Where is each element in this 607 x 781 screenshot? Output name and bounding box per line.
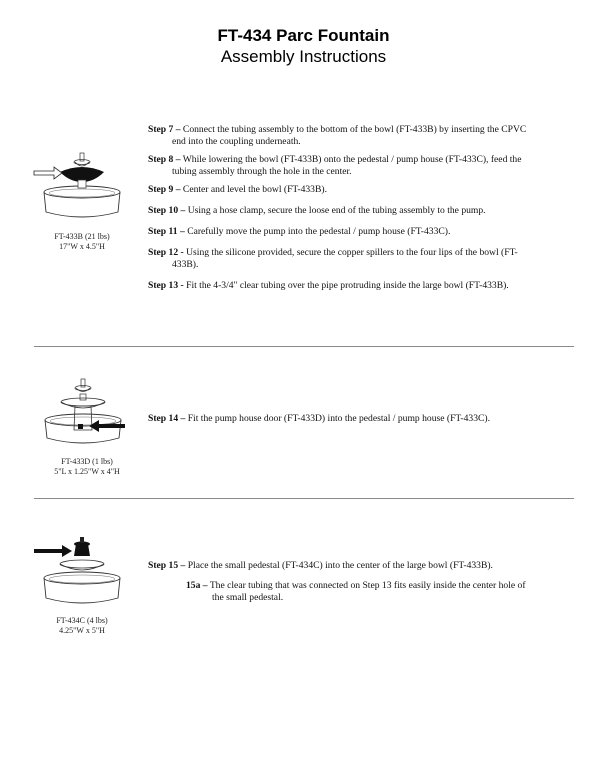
part-caption-ft434c bbox=[32, 616, 132, 636]
fountain-illustration-pedestal bbox=[32, 536, 132, 616]
caption-part-name: FT-434C (4 lbs) bbox=[56, 616, 108, 625]
step-14: Step 14 – Fit the pump house door (FT-433D) into the pedestal / pump house (FT-433C). bbox=[148, 413, 490, 424]
section-divider-2 bbox=[34, 498, 574, 499]
step-12: Step 12 - Using the silicone provided, secure the copper spillers to the four lips of the bowl (FT- 433B). bbox=[148, 247, 518, 270]
section-divider-1 bbox=[34, 346, 574, 347]
step-10: Step 10 – Using a hose clamp, secure the loose end of the tubing assembly to the pump. bbox=[148, 205, 486, 216]
step-9: Step 9 – Center and level the bowl (FT-433B). bbox=[148, 184, 327, 195]
caption-part-size: 17"W x 4.5"H bbox=[59, 242, 105, 251]
step-15a: 15a – The clear tubing that was connected on Step 13 fits easily inside the center hole of the small pedestal. bbox=[186, 580, 526, 603]
caption-part-name: FT-433B (21 lbs) bbox=[54, 232, 110, 241]
step-8: Step 8 – While lowering the bowl (FT-433B) onto the pedestal / pump house (FT-433C), feed the tubing assembly through the hole in the center. bbox=[148, 154, 522, 177]
document-title: FT-434 Parc Fountain bbox=[217, 26, 390, 45]
caption-part-size: 5"L x 1.25"W x 4"H bbox=[54, 467, 120, 476]
caption-part-name: FT-433D (1 lbs) bbox=[61, 457, 113, 466]
step-15: Step 15 – Place the small pedestal (FT-434C) into the center of the large bowl (FT-433B). bbox=[148, 560, 493, 571]
fountain-illustration-door bbox=[35, 376, 135, 456]
steps-list-1 bbox=[148, 124, 578, 292]
step-11: Step 11 – Carefully move the pump into the pedestal / pump house (FT-433C). bbox=[148, 226, 451, 237]
caption-part-size: 4.25"W x 5"H bbox=[59, 626, 105, 635]
part-caption-ft433b bbox=[32, 232, 132, 252]
step-7: Step 7 – Connect the tubing assembly to the bottom of the bowl (FT-433B) by inserting the CPVC end into the coupling underneath. bbox=[148, 124, 527, 147]
steps-list-2 bbox=[148, 413, 578, 425]
part-caption-ft433d bbox=[32, 457, 142, 477]
step-13: Step 13 - Fit the 4-3/4" clear tubing over the pipe protruding inside the large bowl (FT-433B). bbox=[148, 280, 509, 291]
steps-list-3 bbox=[148, 560, 578, 604]
document-subtitle: Assembly Instructions bbox=[220, 47, 387, 66]
fountain-illustration-bowl bbox=[32, 150, 132, 230]
